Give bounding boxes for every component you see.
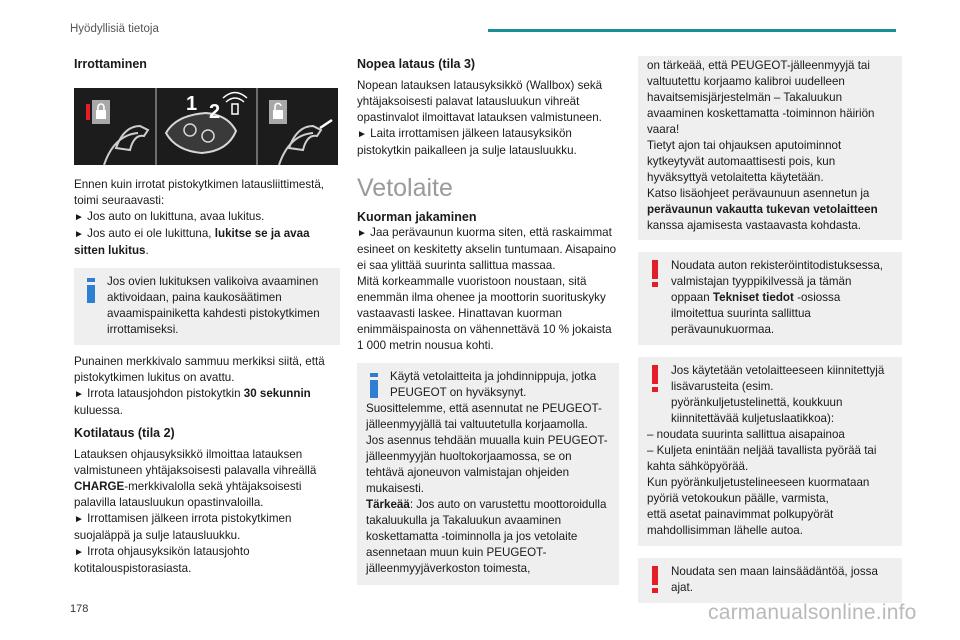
unlock-illustration [74,88,338,165]
step-wallbox: ► Laita irrottamisen jälkeen latausyksikön pistokytkin paikalleen ja sulje latausluukku. [357,127,577,157]
header-title: Hyödyllisiä tietoja [70,23,159,35]
column-2 [357,56,619,585]
indicator-paragraph: Punainen merkkivalo sammuu merkiksi siitä, että pistokytkimen lukitus on avattu. [74,355,325,384]
step-load-distribution: ► Jaa perävaunun kuorma siten, että raskaimmat esineet on keskitetty akselin tuntumaan. Aisapaino ei saa ylittää suurinta sallittua massaa. [357,226,617,272]
figure-step-2: 2 [209,101,221,123]
column-1 [74,56,340,577]
subheading-kuorman-jakaminen: Kuorman jakaminen [357,210,477,224]
wallbox-paragraph: Nopean latauksen latausyksikkö (Wallbox) sekä yhtäjaksoisesti palavat latausluukun vihreät opastinvalot ilmoittavat latauksen valmistuneen. [357,79,603,124]
column-3 [638,56,902,603]
warning-box-accessories: Jos käytetään vetolaitteeseen kiinnitettyjä lisävarusteita (esim. pyöränkuljetustelinettä, koukkuun kiinnitettävää kuljetuslaatikkoa): – noudata suurinta sallittua aisapainoa – Kuljeta enintään neljää tavallista pyörää tai kahta sähköpyörää. Kun pyöränkuljetustelineeseen kuormataan pyöriä vetokoukun päälle, varmista, että asetat painavimmat polkupyörät mahdollisimman lähelle autoa. [638,357,902,546]
watermark: carmanualsonline.info [708,601,917,624]
step-lock-unlock: ► Jos auto ei ole lukittuna, lukitse se ja avaa sitten lukitus. [74,227,310,257]
arrow-icon: ► [357,228,367,239]
warning-icon [647,259,663,287]
arrow-icon: ► [74,547,84,558]
info-box-continued: on tärkeää, että PEUGEOT-jälleenmyyjä tai valtuutettu korjaamo kalibroi uudelleen havaitsemisjärjestelmän – Takaluukun avaaminen koskettamatta -toiminnon häiriön vaara! Tietyt ajon tai ohjauksen aputoiminnot kytkeytyvät automaattisesti pois, kun hyväksyttyä vetolaitetta käytetään. Katso lisäohjeet perävaunuun asennetun ja perävaunun vakautta tukevan vetolaitteen kanssa ajamisesta vastaavasta kohdasta. [638,56,902,240]
arrow-icon: ► [74,514,84,525]
step-close-flap: ► Irrottamisen jälkeen irrota pistokytkimen suojaläppä ja sulje latausluukku. [74,512,292,542]
altitude-paragraph: Mitä korkeammalle vuoristoon noustaan, sitä enemmän ilma ohenee ja moottorin suorituskyky vastaavasti laskee. Hinattavan kuorman enimmäispainosta on vähennettävä 10 % jokaista 1 000 metrin nousua kohti. [357,275,612,352]
warning-icon [647,364,663,392]
warning-box-legislation: Noudata sen maan lainsäädäntöä, jossa ajat. [638,558,902,603]
section-heading-irrottaminen: Irrottaminen [74,57,147,71]
illustration-svg [74,88,338,165]
info-box-towbar: Käytä vetolaitteita ja johdinnippuja, jotka PEUGEOT on hyväksynyt. Suosittelemme, että asennutat ne PEUGEOT-jälleenmyyjällä tai valtuutetulla korjaamolla. Jos asennus tehdään muualla kuin PEUGEOT-jälleenmyyjän huoltokorjaamossa, se on tehtävä ajoneuvon valmistajan ohjeiden mukaisesti. Tärkeää: Jos auto on varustettu moottoroidulla takaluukulla ja Takaluukun avaaminen koskettamatta -toiminnolla ja jos vetolaite asennetaan muun kuin PEUGEOT-jälleenmyyjäverkoston toimesta, [357,363,619,585]
step-unplug-home: ► Irrota ohjausyksikön latausjohto kotitalouspistorasiasta. [74,545,250,575]
warning-box-trailer-load: Noudata auton rekisteröintitodistuksessa, valmistajan tyyppikilvessä ja tämän oppaan Tekniset tiedot -osiossa ilmoitettua suurinta sallittua perävaunukuormaa. [638,252,902,345]
step-unlock: ► Jos auto on lukittuna, avaa lukitus. [74,210,265,223]
page-number: 178 [70,603,89,615]
step-disconnect: ► Irrota latausjohdon pistokytkin 30 sekunnin kuluessa. [74,387,311,417]
header-accent-bar [488,29,896,32]
charge-paragraph: Latauksen ohjausyksikkö ilmoittaa latauksen valmistuneen yhtäjaksoisesti palavalla vihreällä CHARGE-merkkivalolla sekä yhtäjaksoisesti palavilla latausluukun opastinvaloilla. [74,448,317,509]
section-heading-nopea-lataus: Nopea lataus (tila 3) [357,57,476,71]
arrow-icon: ► [74,229,84,240]
arrow-icon: ► [357,129,367,140]
arrow-icon: ► [74,389,84,400]
info-box-selective-unlock: Jos ovien lukituksen valikoiva avaaminen aktivoidaan, paina kaukosäätimen avaamispainiketta kahdesti pistokytkimen irrottamiseksi. [74,268,340,345]
figure-step-1: 1 [186,93,198,115]
section-heading-kotilataus: Kotilataus (tila 2) [74,426,175,440]
section-title-vetolaite: Vetolaite [357,174,453,202]
info-icon [366,370,382,398]
warning-icon [647,565,663,593]
arrow-icon: ► [74,212,84,223]
intro-paragraph: Ennen kuin irrotat pistokytkimen latausliittimestä, toimi seuraavasti: [74,178,325,207]
info-icon [83,275,99,303]
